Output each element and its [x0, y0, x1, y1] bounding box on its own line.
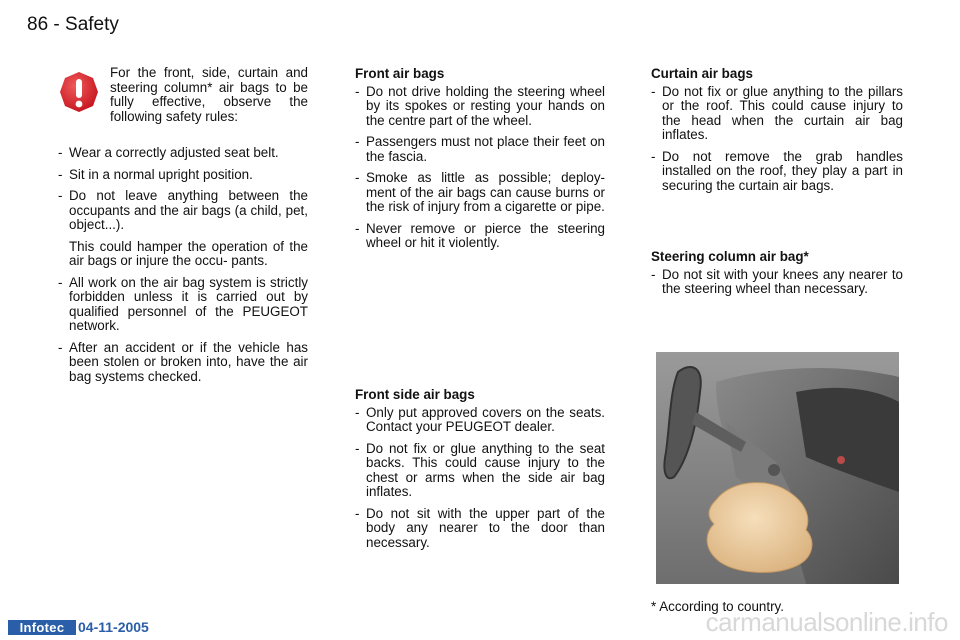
- steering-column-airbag-section: [651, 250, 903, 304]
- list-item: - Only put approved covers on the seats. Contact your PEUGEOT dealer.: [355, 406, 605, 435]
- front-airbags-section: [355, 67, 605, 258]
- steering-column-airbag-illustration: [656, 352, 899, 584]
- list-item: - Smoke as little as possible; deploy- ment of the air bags can cause burns or the risk of injury from a cigarette or pipe.: [355, 171, 605, 215]
- section-heading: Steering column air bag*: [651, 249, 809, 264]
- list-item: - Do not leave anything between the occupants and the air bags (a child, pet, object...). This could hamper the operation of the air bags or injure the occu- pants.: [58, 189, 308, 269]
- section-heading: Curtain air bags: [651, 66, 753, 81]
- list-item: - Do not drive holding the steering wheel by its spokes or resting your hands on the centre part of the wheel.: [355, 85, 605, 129]
- intro-text: For the front, side, curtain and steering column* air bags to be fully effective, observe the following safety rules:: [110, 65, 308, 124]
- front-side-airbags-section: [355, 388, 605, 557]
- list-item: - Do not sit with the upper part of the body any nearer to the door than necessary.: [355, 507, 605, 551]
- curtain-airbags-section: [651, 67, 903, 200]
- list-item-note: This could hamper the operation of the air bags or injure the occu- pants.: [69, 238, 308, 268]
- footnote: * According to country.: [651, 599, 784, 614]
- section-heading: Front air bags: [355, 66, 445, 81]
- list-item: - After an accident or if the vehicle has been stolen or broken into, have the air bag systems checked.: [58, 341, 308, 385]
- list-item: - Do not fix or glue anything to the pillars or the roof. This could cause injury to the head when the curtain air bag inflates.: [651, 85, 903, 143]
- list-item: - Never remove or pierce the steering wheel or hit it violently.: [355, 222, 605, 251]
- list-item: - Do not sit with your knees any nearer to the steering wheel than necessary.: [651, 268, 903, 297]
- exclamation-warning-icon: [58, 70, 100, 114]
- section-heading: Front side air bags: [355, 387, 475, 402]
- watermark: carmanualsonline.info: [705, 607, 948, 637]
- list-item: - Wear a correctly adjusted seat belt.: [58, 146, 308, 161]
- list-item: - Do not fix or glue anything to the seat backs. This could cause injury to the chest or arms when the side air bag inflates.: [355, 442, 605, 500]
- list-item: - All work on the air bag system is strictly forbidden unless it is carried out by qualified personnel of the PEUGEOT network.: [58, 276, 308, 334]
- infotec-logo: Infotec: [8, 620, 76, 635]
- print-date: 04-11-2005: [78, 619, 149, 635]
- safety-rules-list: [58, 146, 308, 384]
- list-item: - Passengers must not place their feet on the fascia.: [355, 135, 605, 164]
- safety-rules-section: [58, 146, 308, 391]
- page-title: 86 - Safety: [27, 14, 119, 35]
- list-item: - Sit in a normal upright position.: [58, 168, 308, 183]
- list-item: - Do not remove the grab handles installed on the roof, they play a part in securing the curtain air bags.: [651, 150, 903, 194]
